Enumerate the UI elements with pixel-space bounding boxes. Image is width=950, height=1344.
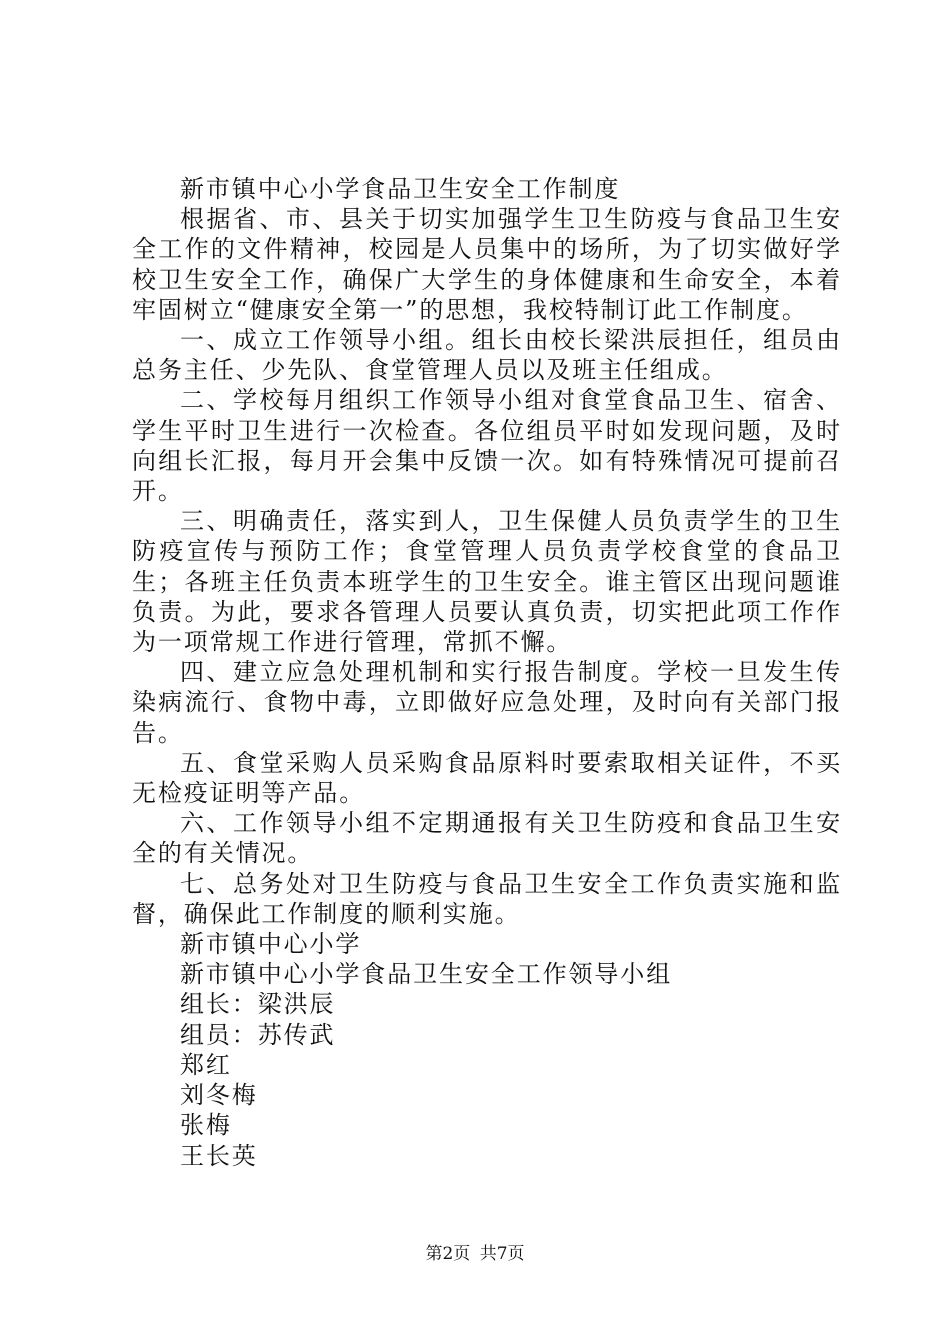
document-body (132, 174, 842, 1171)
group-member: 刘冬梅 (180, 1081, 258, 1110)
group-member: 郑红 (180, 1050, 232, 1079)
group-title: 新市镇中心小学食品卫生安全工作领导小组 (180, 960, 673, 989)
intro-paragraph: 根据省、市、县关于切实加强学生卫生防疫与食品卫生安全工作的文件精神，校园是人员集中的场所，为了切实做好学校卫生安全工作，确保广大学生的身体健康和生命安全，本着牢固树立“健康安全第一”的思想，我校特制订此工作制度。 (132, 205, 842, 324)
group-leader: 组长：梁洪辰 (180, 990, 336, 1019)
page-footer (0, 1244, 950, 1264)
school-signature: 新市镇中心小学 (180, 930, 362, 959)
clause-6: 六、工作领导小组不定期通报有关卫生防疫和食品卫生安全的有关情况。 (132, 809, 842, 868)
group-member: 王长英 (180, 1141, 258, 1170)
clause-5: 五、食堂采购人员采购食品原料时要索取相关证件，不买无检疫证明等产品。 (132, 748, 842, 808)
clause-7: 七、总务处对卫生防疫与食品卫生安全工作负责实施和监督，确保此工作制度的顺利实施。 (132, 869, 842, 928)
clause-2: 二、学校每月组织工作领导小组对食堂食品卫生、宿舍、学生平时卫生进行一次检查。各位组员平时如发现问题，及时向组长汇报，每月开会集中反馈一次。如有特殊情况可提前召开。 (132, 386, 842, 506)
clause-1: 一、成立工作领导小组。组长由校长梁洪辰担任，组员由总务主任、少先队、食堂管理人员以及班主任组成。 (132, 326, 842, 385)
page-total: 共7页 (479, 1244, 525, 1264)
page-number: 第2页 (425, 1244, 471, 1264)
group-members-line: 组员：苏传武 (180, 1020, 336, 1049)
group-member: 张梅 (180, 1111, 232, 1140)
document-title: 新市镇中心小学食品卫生安全工作制度 (180, 175, 621, 203)
clause-4: 四、建立应急处理机制和实行报告制度。学校一旦发生传染病流行、食物中毒，立即做好应急处理，及时向有关部门报告。 (132, 658, 842, 747)
clause-3: 三、明确责任，落实到人，卫生保健人员负责学生的卫生防疫宣传与预防工作；食堂管理人员负责学校食堂的食品卫生；各班主任负责本班学生的卫生安全。谁主管区出现问题谁负责。为此，要求各管理人员要认真负责，切实把此项工作作为一项常规工作进行管理，常抓不懈。 (132, 507, 842, 657)
